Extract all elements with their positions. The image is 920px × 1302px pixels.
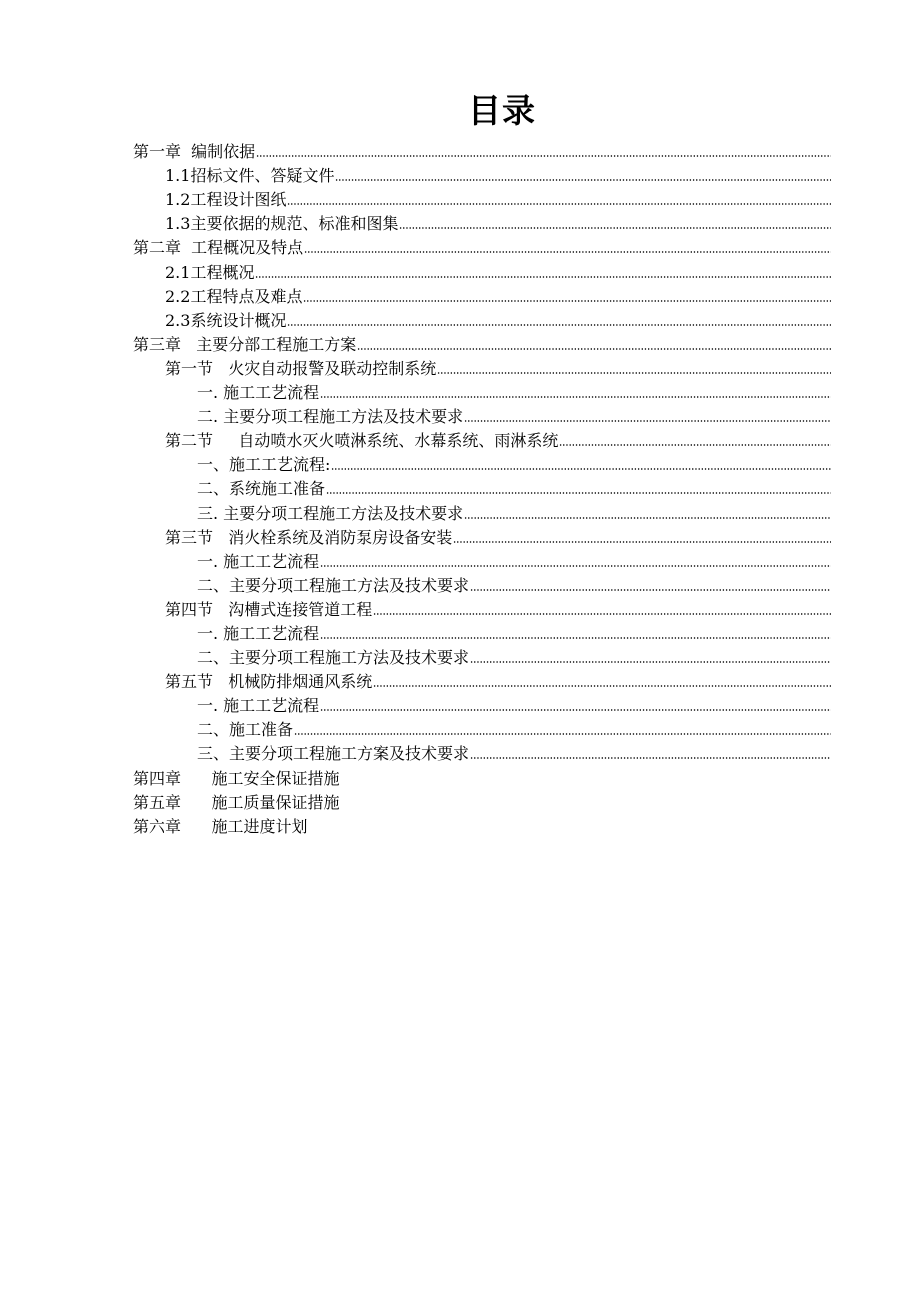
- toc-dot-leader: [470, 588, 831, 592]
- toc-entry-label: 第五节 机械防排烟通风系统: [165, 672, 373, 692]
- toc-entry[interactable]: [133, 596, 831, 620]
- toc-entry-label: 第四章 施工安全保证措施: [133, 768, 340, 788]
- toc-entry-label: 第三节 消火栓系统及消防泵房设备安装: [165, 527, 453, 547]
- toc-entry-label: 1.2工程设计图纸: [165, 190, 287, 210]
- toc-entry-label: 一. 施工工艺流程: [197, 623, 320, 643]
- toc-dot-leader: [357, 347, 831, 351]
- toc-dot-leader: [399, 226, 831, 230]
- toc-entry-label: 一、施工工艺流程:: [197, 455, 331, 475]
- toc-entry-label: 2.2工程特点及难点: [165, 286, 303, 306]
- toc-entry[interactable]: [133, 716, 831, 740]
- toc-entry[interactable]: [133, 813, 831, 837]
- toc-entry[interactable]: [133, 283, 831, 307]
- toc-entry[interactable]: [133, 572, 831, 596]
- toc-entry-label: 1.3主要依据的规范、标准和图集: [165, 214, 399, 234]
- toc-dot-leader: [303, 299, 831, 303]
- toc-entry-label: 二、系统施工准备: [197, 479, 326, 499]
- toc-dot-leader: [287, 323, 831, 327]
- toc-dot-leader: [373, 684, 831, 688]
- toc-entry-label: 三、主要分项工程施工方案及技术要求: [197, 744, 470, 764]
- toc-dot-leader: [453, 540, 831, 544]
- toc-entry-label: 第一章 编制依据: [133, 142, 256, 162]
- toc-entry-label: 第五章 施工质量保证措施: [133, 792, 340, 812]
- toc-entry[interactable]: [133, 258, 831, 282]
- toc-entry[interactable]: [133, 668, 831, 692]
- toc-dot-leader: [335, 178, 831, 182]
- toc-entry[interactable]: [133, 210, 831, 234]
- toc-entry[interactable]: [133, 789, 831, 813]
- toc-entry-label: 第二节 自动喷水灭火喷淋系统、水幕系统、雨淋系统: [165, 431, 559, 451]
- toc-entry[interactable]: [133, 234, 831, 258]
- toc-entry[interactable]: [133, 548, 831, 572]
- toc-entry-label: 一. 施工工艺流程: [197, 383, 320, 403]
- toc-entry[interactable]: [133, 740, 831, 764]
- toc-dot-leader: [320, 395, 831, 399]
- toc-dot-leader: [320, 636, 831, 640]
- toc-entry-label: 2.3系统设计概况: [165, 310, 287, 330]
- toc-entry-label: 二、施工准备: [197, 720, 294, 740]
- toc-entry[interactable]: [133, 427, 831, 451]
- toc-dot-leader: [331, 467, 831, 471]
- toc-entry[interactable]: [133, 379, 831, 403]
- toc-dot-leader: [304, 250, 831, 254]
- toc-entry-label: 二、主要分项工程施工方法及技术要求: [197, 575, 470, 595]
- toc-entry[interactable]: [133, 524, 831, 548]
- toc-entry-label: 一. 施工工艺流程: [197, 551, 320, 571]
- toc-entry[interactable]: [133, 186, 831, 210]
- toc-entry[interactable]: [133, 451, 831, 475]
- toc-entry[interactable]: [133, 403, 831, 427]
- toc-dot-leader: [326, 491, 831, 495]
- toc-entry[interactable]: [133, 692, 831, 716]
- toc-entry-label: 二. 主要分项工程施工方法及技术要求: [197, 407, 464, 427]
- toc-dot-leader: [287, 202, 831, 206]
- toc-dot-leader: [470, 756, 831, 760]
- toc-entry[interactable]: [133, 764, 831, 788]
- toc-dot-leader: [256, 154, 831, 158]
- toc-dot-leader: [464, 419, 831, 423]
- toc-dot-leader: [255, 275, 831, 279]
- toc-entry-label: 第四节 沟槽式连接管道工程: [165, 599, 373, 619]
- toc-dot-leader: [373, 612, 831, 616]
- toc-dot-leader: [559, 443, 831, 447]
- toc-entry-label: 1.1招标文件、答疑文件: [165, 166, 335, 186]
- toc-dot-leader: [320, 564, 831, 568]
- toc-entry[interactable]: [133, 499, 831, 523]
- toc-entry[interactable]: [133, 475, 831, 499]
- toc-title: 目录: [468, 91, 536, 130]
- toc-entry[interactable]: [133, 162, 831, 186]
- toc-dot-leader: [294, 732, 831, 736]
- toc-entry-label: 2.1工程概况: [165, 262, 255, 282]
- toc-entry[interactable]: [133, 644, 831, 668]
- toc-entry-label: 第三章 主要分部工程施工方案: [133, 334, 357, 354]
- toc-entry-label: 三. 主要分项工程施工方法及技术要求: [197, 503, 464, 523]
- toc-entry[interactable]: [133, 355, 831, 379]
- toc-entry[interactable]: [133, 138, 831, 162]
- toc-entry[interactable]: [133, 307, 831, 331]
- toc-entry[interactable]: [133, 331, 831, 355]
- toc-entry-label: 一. 施工工艺流程: [197, 696, 320, 716]
- toc-dot-leader: [470, 660, 831, 664]
- toc-dot-leader: [320, 708, 831, 712]
- toc-entry-label: 第六章 施工进度计划: [133, 816, 308, 836]
- toc-entry[interactable]: [133, 620, 831, 644]
- toc-dot-leader: [464, 516, 831, 520]
- toc-entry-label: 二、主要分项工程施工方法及技术要求: [197, 648, 470, 668]
- toc-dot-leader: [437, 371, 831, 375]
- toc-list: [133, 138, 831, 837]
- toc-entry-label: 第二章 工程概况及特点: [133, 238, 304, 258]
- toc-entry-label: 第一节 火灾自动报警及联动控制系统: [165, 358, 437, 378]
